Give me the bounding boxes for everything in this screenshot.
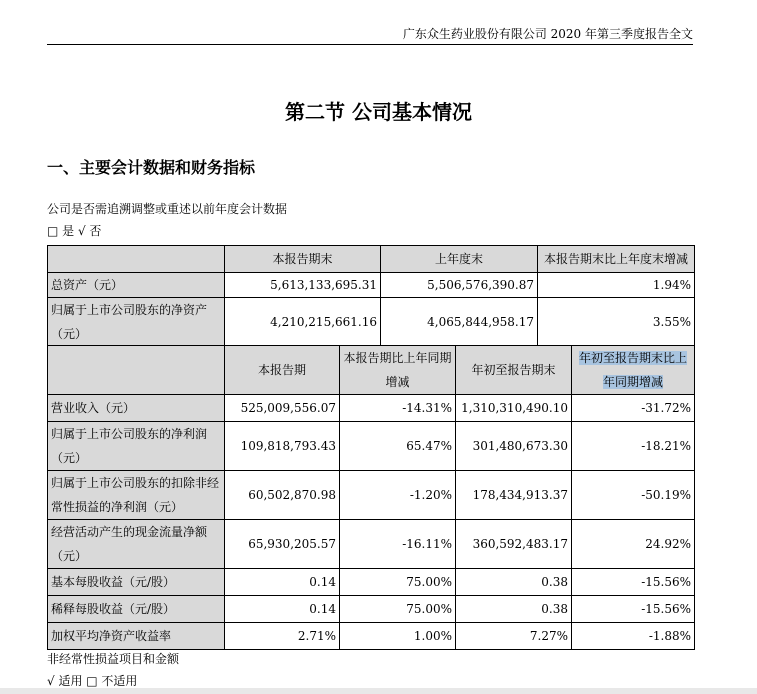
row-label: 归属于上市公司股东的净利润（元） <box>48 422 225 471</box>
row-label: 归属于上市公司股东的扣除非经常性损益的净利润（元） <box>48 471 225 520</box>
header-cell: 本报告期 <box>225 346 340 395</box>
cell: 1.94% <box>538 273 695 298</box>
income-table <box>47 345 695 650</box>
header-cell <box>48 346 225 395</box>
header-cell: 本报告期末 <box>225 246 381 273</box>
cell: 7.27% <box>456 623 572 650</box>
cell: 3.55% <box>538 298 695 347</box>
nonrecurring-label: 非经常性损益项目和金额 <box>47 652 180 666</box>
table-row <box>48 422 695 471</box>
cell: 301,480,673.30 <box>456 422 572 471</box>
row-label: 加权平均净资产收益率 <box>48 623 225 650</box>
row-label: 总资产（元） <box>48 273 225 298</box>
cell: 109,818,793.43 <box>225 422 340 471</box>
cell: 5,506,576,390.87 <box>381 273 538 298</box>
cell: 525,009,556.07 <box>225 395 340 422</box>
row-label: 归属于上市公司股东的净资产（元） <box>48 298 225 347</box>
table-row <box>48 298 695 347</box>
cell: -1.88% <box>572 623 695 650</box>
section-heading: 一、主要会计数据和财务指标 <box>47 158 256 177</box>
cell: 24.92% <box>572 520 695 569</box>
cell: 60,502,870.98 <box>225 471 340 520</box>
restatement-options: □ 是 √ 否 <box>47 224 102 238</box>
cell: 1.00% <box>340 623 456 650</box>
cell: -15.56% <box>572 569 695 596</box>
cell: 4,065,844,958.17 <box>381 298 538 347</box>
table-row <box>48 395 695 422</box>
cell: -18.21% <box>572 422 695 471</box>
row-label: 稀释每股收益（元/股） <box>48 596 225 623</box>
table-row <box>48 623 695 650</box>
cell: -14.31% <box>340 395 456 422</box>
header-cell <box>48 246 225 273</box>
table-row <box>48 596 695 623</box>
table-row <box>48 273 695 298</box>
cell: 65,930,205.57 <box>225 520 340 569</box>
cell: -15.56% <box>572 596 695 623</box>
row-label: 基本每股收益（元/股） <box>48 569 225 596</box>
cell: 75.00% <box>340 596 456 623</box>
restatement-question: 公司是否需追溯调整或重述以前年度会计数据 <box>47 202 288 216</box>
cell: 2.71% <box>225 623 340 650</box>
row-label: 营业收入（元） <box>48 395 225 422</box>
nonrecurring-options: √ 适用 □ 不适用 <box>47 674 138 688</box>
cell: 0.14 <box>225 569 340 596</box>
table-row <box>48 471 695 520</box>
row-label: 经营活动产生的现金流量净额（元） <box>48 520 225 569</box>
header-cell: 上年度末 <box>381 246 538 273</box>
cell: 1,310,310,490.10 <box>456 395 572 422</box>
cell: 0.38 <box>456 596 572 623</box>
balance-table <box>47 245 695 347</box>
header-cell <box>572 346 695 395</box>
page-bottom-edge <box>0 688 757 694</box>
header-cell: 年初至报告期末 <box>456 346 572 395</box>
cell: 4,210,215,661.16 <box>225 298 381 347</box>
header-cell: 本报告期末比上年度末增减 <box>538 246 695 273</box>
cell: 0.38 <box>456 569 572 596</box>
table-row <box>48 569 695 596</box>
cell: 65.47% <box>340 422 456 471</box>
cell: -31.72% <box>572 395 695 422</box>
cell: -16.11% <box>340 520 456 569</box>
selected-text[interactable]: 年初至报告期末比上年同期增减 <box>578 351 687 389</box>
cell: 360,592,483.17 <box>456 520 572 569</box>
page-title: 第二节 公司基本情况 <box>285 100 472 124</box>
cell: 178,434,913.37 <box>456 471 572 520</box>
cell: 75.00% <box>340 569 456 596</box>
cell: 5,613,133,695.31 <box>225 273 381 298</box>
header-divider <box>47 44 693 45</box>
cell: -50.19% <box>572 471 695 520</box>
header-cell: 本报告期比上年同期增减 <box>340 346 456 395</box>
cell: -1.20% <box>340 471 456 520</box>
cell: 0.14 <box>225 596 340 623</box>
document-header: 广东众生药业股份有限公司 2020 年第三季度报告全文 <box>402 27 693 41</box>
table-row <box>48 520 695 569</box>
